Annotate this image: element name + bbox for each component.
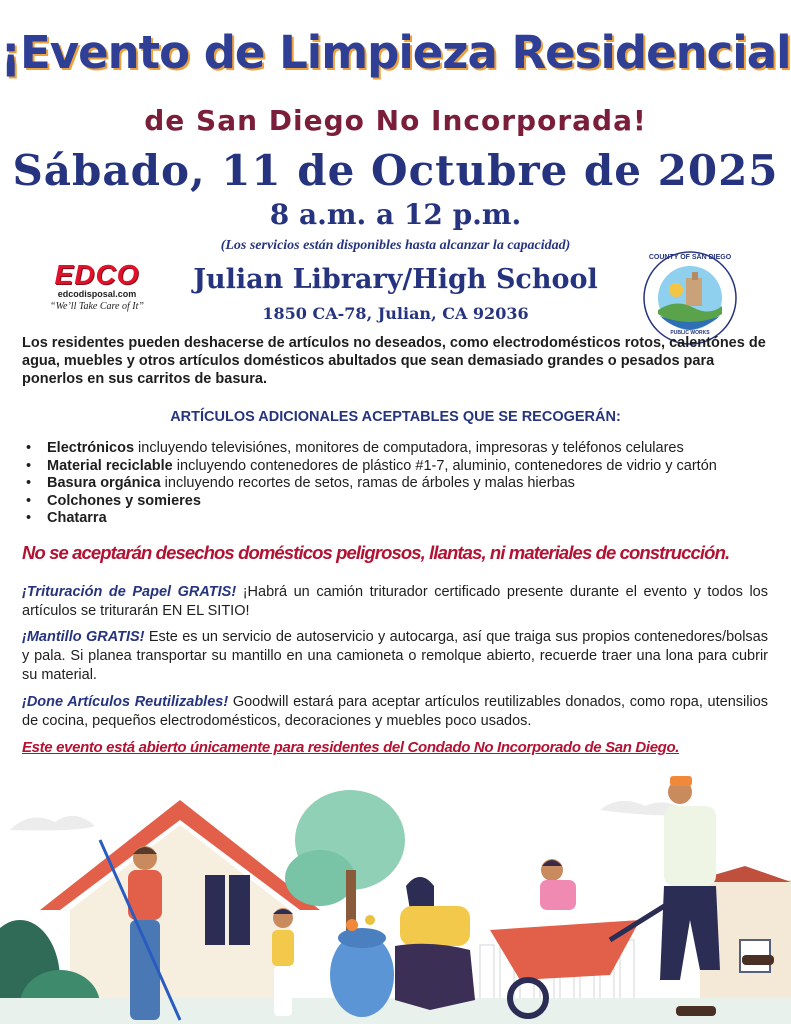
mulch-text: Este es un servicio de autoservicio y autocarga, así que traiga sus propios contenedores/bolsas y pala. Si planea transportar su mantillo en una camioneta o remolque abierto, recuerde traer una lona para cubrir su material.	[22, 629, 768, 683]
list-item	[22, 475, 782, 493]
edco-logo-name: EDCO	[54, 259, 140, 290]
edco-slogan: “We’ll Take Care of It”	[50, 301, 144, 312]
event-address: 1850 CA-78, Julian, CA 92036	[262, 304, 529, 323]
list-item-text: incluyendo televisiónes, monitores de computadora, impresoras y teléfonos celulares	[134, 440, 684, 456]
mulch-paragraph	[22, 628, 768, 685]
list-item-title: Material reciclable	[47, 457, 173, 474]
event-venue: Julian Library/High School	[193, 264, 598, 295]
edco-website: edcodisposal.com	[57, 289, 137, 299]
county-seal-top-text: COUNTY OF SAN DIEGO	[648, 254, 732, 261]
capacity-note: (Los servicios están disponibles hasta alcanzar la capacidad)	[220, 238, 571, 253]
edco-logo	[30, 259, 164, 312]
list-item	[22, 493, 782, 511]
cleanup-illustration	[0, 770, 791, 1024]
mulch-lead: ¡Mantillo GRATIS!	[22, 629, 145, 645]
list-item	[22, 458, 782, 476]
bullet-icon: •	[26, 457, 32, 474]
bullet-icon: •	[26, 492, 32, 509]
list-item	[22, 510, 782, 528]
county-seal	[642, 250, 738, 346]
list-item-title: Colchones y somieres	[47, 492, 201, 509]
list-item-title: Electrónicos	[47, 440, 135, 456]
reuse-paragraph	[22, 693, 768, 731]
page-title: ¡Evento de Limpieza Residencial	[0, 26, 791, 79]
ground	[0, 998, 791, 1024]
bullet-icon: •	[26, 510, 32, 526]
list-item	[22, 440, 782, 458]
event-date: Sábado, 11 de Octubre de 2025	[12, 146, 779, 195]
list-item-title: Basura orgánica	[47, 475, 161, 491]
page-subtitle: de San Diego No Incorporada!	[144, 104, 647, 137]
shredding-lead: ¡Trituración de Papel GRATIS!	[22, 584, 237, 600]
bullet-icon: •	[26, 440, 32, 456]
reuse-lead: ¡Done Artículos Reutilizables!	[22, 694, 229, 710]
not-accepted-text: desechos domésticos peligrosos, llantas, ni materiales de construcción.	[151, 542, 730, 563]
not-accepted-lead: No se aceptarán	[22, 542, 152, 563]
list-item-text: incluyendo recortes de setos, ramas de árboles y malas hierbas	[160, 475, 575, 491]
accepted-items-list	[22, 440, 782, 528]
bullet-icon: •	[26, 475, 32, 491]
cloud-shape	[10, 816, 95, 831]
not-accepted-warning	[22, 542, 782, 564]
accepted-items-heading: ARTÍCULOS ADICIONALES ACEPTABLES QUE SE RECOGERÁN:	[170, 409, 621, 425]
shredding-text: ¡Habrá un camión triturador certificado presente durante el evento y todos los artículos se triturarán EN EL SITIO!	[22, 584, 768, 619]
event-time: 8 a.m. a 12 p.m.	[269, 198, 522, 231]
intro-paragraph: Los residentes pueden deshacerse de artículos no deseados, como electrodomésticos rotos, calentónes de agua, muebles y otros artículos domésticos abultados que sean demasiado grandes o pesados para ponerlos en sus carritos de basura.	[22, 335, 766, 387]
list-item-title: Chatarra	[47, 510, 107, 526]
shredding-paragraph	[22, 583, 768, 621]
list-item-text: incluyendo contenedores de plástico #1-7, aluminio, contenedores de vidrio y cartón	[172, 457, 717, 474]
residency-notice: Este evento está abierto únicamente para residentes del Condado No Incorporado de San Diego.	[22, 739, 680, 756]
house-wall	[70, 825, 290, 1024]
reuse-text: Goodwill estará para aceptar artículos reutilizables donados, como ropa, utensilios de cocina, pequeños electrodomésticos, decoraciones y muebles poco usados.	[22, 694, 769, 729]
county-seal-bottom-text: PUBLIC WORKS	[670, 330, 710, 336]
